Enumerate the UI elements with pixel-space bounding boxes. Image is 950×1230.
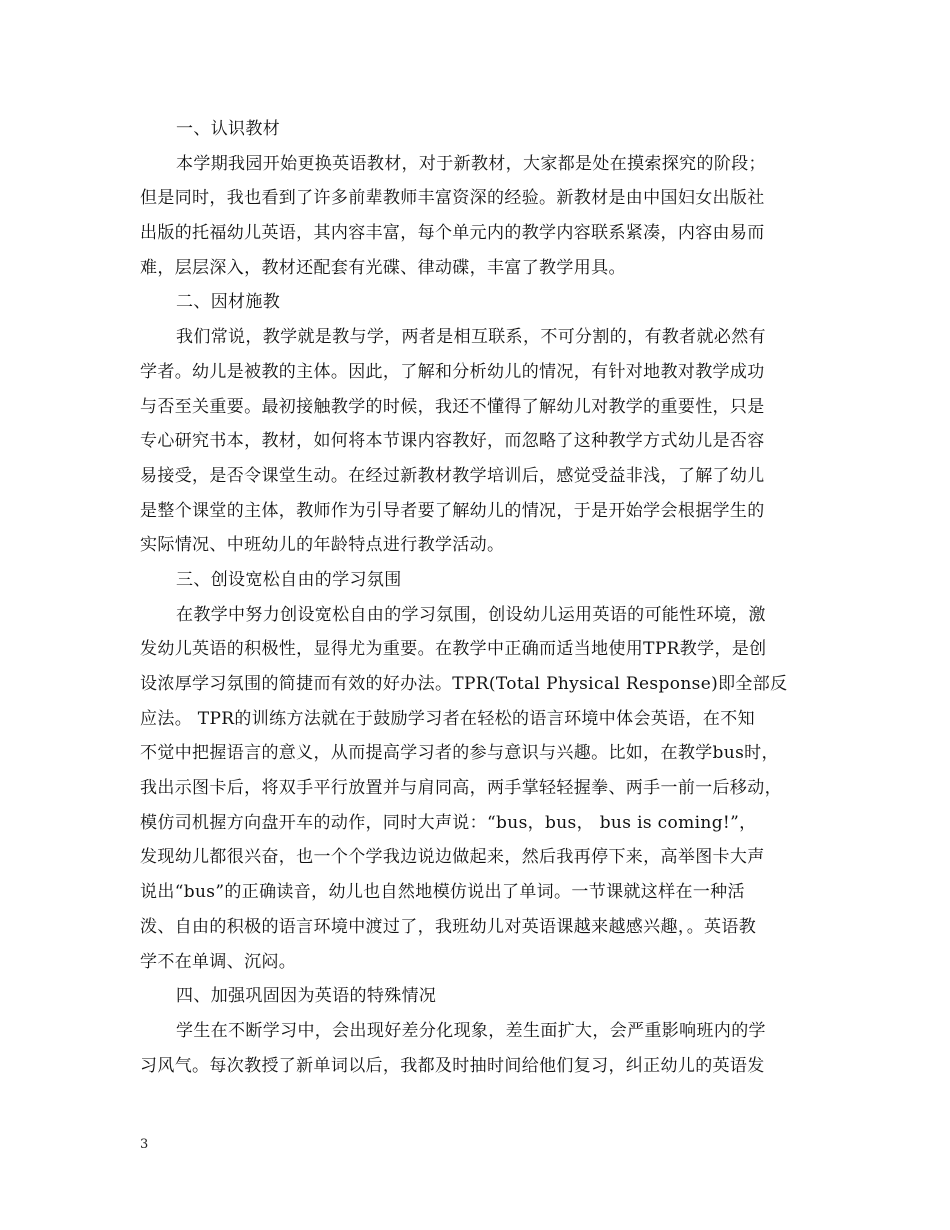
paragraph-line: 易接受，是否令课堂生动。在经过新教材教学培训后，感觉受益非浅，了解了幼儿 bbox=[140, 465, 765, 486]
paragraph-line: 是整个课堂的主体，教师作为引导者要了解幼儿的情况，于是开始学会根据学生的 bbox=[140, 500, 765, 521]
paragraph-line: 与否至关重要。最初接触教学的时候，我还不懂得了解幼儿对教学的重要性，只是 bbox=[140, 396, 765, 417]
paragraph-line: 实际情况、中班幼儿的年龄特点进行教学活动。 bbox=[140, 535, 505, 556]
paragraph-line: 说出“bus”的正确读音，幼儿也自然地模仿说出了单词。一节课就这样在一种活 bbox=[140, 882, 745, 903]
paragraph-line: 发现幼儿都很兴奋，也一个个学我边说边做起来，然后我再停下来，高举图卡大声 bbox=[140, 847, 765, 868]
section-heading-1: 一、认识教材 bbox=[176, 119, 281, 139]
paragraph-line: 习风气。每次教授了新单词以后，我都及时抽时间给他们复习，纠正幼儿的英语发 bbox=[140, 1055, 765, 1076]
paragraph-line: 专心研究书本，教材，如何将本节课内容教好，而忽略了这种教学方式幼儿是否容 bbox=[140, 431, 765, 452]
section-heading-4: 四、加强巩固因为英语的特殊情况 bbox=[176, 986, 437, 1007]
paragraph-line: 出版的托福幼儿英语，其内容丰富，每个单元内的教学内容联系紧凑，内容由易而 bbox=[140, 223, 765, 244]
paragraph-line: 本学期我园开始更换英语教材，对于新教材，大家都是处在摸索探究的阶段； bbox=[176, 153, 766, 174]
section-heading-3: 三、创设宽松自由的学习氛围 bbox=[176, 569, 402, 590]
paragraph-line: 发幼儿英语的积极性，显得尤为重要。在教学中正确而适当地使用TPR教学，是创 bbox=[140, 639, 767, 660]
paragraph-line: 设浓厚学习氛围的简捷而有效的好办法。TPR(Total Physical Response)即全部反 bbox=[140, 674, 788, 694]
paragraph-line: 我出示图卡后，将双手平行放置并与肩同高，两手掌轻轻握拳、两手一前一后移动， bbox=[140, 778, 782, 799]
section-heading-2: 二、因材施教 bbox=[176, 292, 281, 313]
paragraph-line: 学不在单调、沉闷。 bbox=[140, 951, 297, 972]
paragraph-line: 难，层层深入，教材还配套有光碟、律动碟，丰富了教学用具。 bbox=[140, 257, 626, 278]
paragraph-line: 应法。 TPR的训练方法就在于鼓励学习者在轻松的语言环境中体会英语，在不知 bbox=[140, 708, 755, 729]
paragraph-line: 学生在不断学习中，会出现好差分化现象，差生面扩大，会严重影响班内的学 bbox=[176, 1020, 766, 1041]
paragraph-line: 学者。幼儿是被教的主体。因此，了解和分析幼儿的情况，有针对地教对教学成功 bbox=[140, 361, 765, 382]
paragraph-line: 在教学中努力创设宽松自由的学习氛围，创设幼儿运用英语的可能性环境，激 bbox=[176, 604, 766, 625]
paragraph-line: 我们常说，教学就是教与学，两者是相互联系，不可分割的，有教者就必然有 bbox=[176, 327, 766, 348]
paragraph-line: 泼、自由的积极的语言环境中渡过了，我班幼儿对英语课越来越感兴趣，。英语教 bbox=[140, 916, 757, 937]
document-body bbox=[140, 112, 820, 1083]
paragraph-line: 模仿司机握方向盘开车的动作，同时大声说：“bus，bus， bus is coming!”， bbox=[140, 812, 757, 833]
paragraph-line: 但是同时，我也看到了许多前辈教师丰富资深的经验。新教材是由中国妇女出版社 bbox=[140, 188, 765, 209]
page-number: 3 bbox=[140, 1137, 149, 1152]
paragraph-line: 不觉中把握语言的意义，从而提高学习者的参与意识与兴趣。比如，在教学bus时， bbox=[140, 743, 779, 764]
